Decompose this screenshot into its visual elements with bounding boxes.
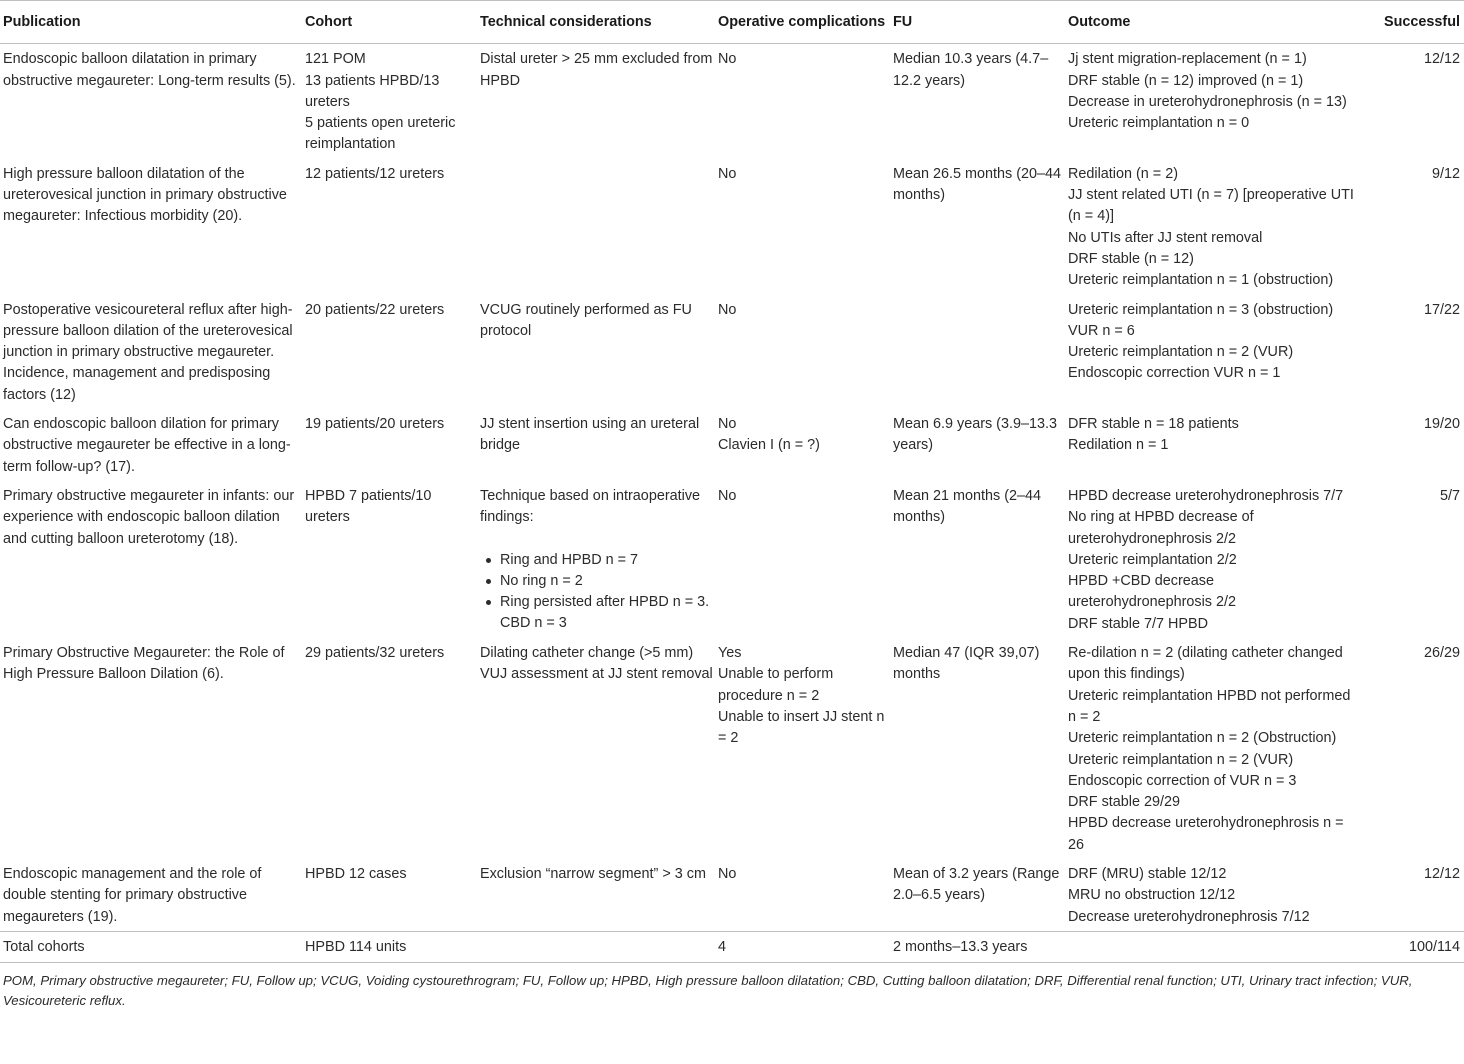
table-row: [0, 859, 1464, 931]
operative-line: No: [718, 165, 737, 182]
operative-cell: [716, 481, 891, 638]
technical-line: Technique based on intraoperative findings:: [480, 487, 705, 526]
header-publication: Publication: [0, 1, 303, 44]
publication-cell: Can endoscopic balloon dilation for primary obstructive megaureter be effective in a long-term follow-up? (17).: [3, 416, 291, 475]
outcome-line: HPBD decrease ureterohydronephrosis 7/7: [1068, 487, 1344, 504]
outcome-line: DRF stable 7/7 HPBD: [1068, 615, 1208, 632]
total-cohort-cell: HPBD 114 units: [303, 931, 478, 962]
cohort-line: HPBD 7 patients/10 ureters: [305, 487, 436, 526]
outcome-line: Ureteric reimplantation n = 2 (VUR): [1068, 751, 1294, 768]
list-spacer: [480, 529, 716, 550]
cohort-cell: [303, 295, 478, 409]
total-publication-cell: Total cohorts: [0, 931, 303, 962]
header-successful: Successful: [1358, 1, 1464, 44]
total-fu-cell: 2 months–13.3 years: [891, 931, 1066, 962]
cohort-cell: [303, 409, 478, 481]
cohort-cell: [303, 859, 478, 931]
outcome-line: Ureteric reimplantation n = 1 (obstruction): [1068, 272, 1334, 289]
outcome-cell: [1066, 638, 1358, 859]
publication-cell: High pressure balloon dilatation of the ureterovesical junction in primary obstructive megaureter: Infectious morbidity (20).: [3, 165, 287, 225]
outcome-line: Endoscopic correction of VUR n = 3: [1068, 772, 1297, 789]
outcome-line: Re-dilation n = 2 (dilating catheter changed upon this findings): [1068, 645, 1347, 683]
publication-cell: Postoperative vesicoureteral reflux after high-pressure balloon dilation of the ureterovesical junction in primary obstructive megaureter. Incidence, management and predisposing factors (12): [3, 301, 293, 403]
list-item: No ring n = 2: [500, 571, 716, 592]
fu-cell: [891, 481, 1066, 638]
operative-line: Clavien I (n = ?): [718, 437, 820, 454]
cohort-cell: [303, 638, 478, 859]
outcome-cell: [1066, 159, 1358, 295]
table-row: [0, 44, 1464, 159]
fu-line: Mean 26.5 months (20–44 months): [893, 165, 1066, 204]
list-item: Ring persisted after HPBD n = 3. CBD n = 3: [500, 592, 716, 635]
technical-cell: [478, 295, 716, 409]
cohort-line: 5 patients open ureteric reimplantation: [305, 115, 460, 153]
operative-line: No: [718, 416, 737, 433]
publication-cell: Primary obstructive megaureter in infants: our experience with endoscopic balloon dilation and cutting balloon ureterotomy (18).: [3, 487, 295, 547]
fu-cell: [891, 859, 1066, 931]
outcome-line: Decrease in ureterohydronephrosis (n = 13): [1068, 93, 1347, 110]
successful-cell: 19/20: [1423, 416, 1460, 433]
cohort-line: 12 patients/12 ureters: [305, 165, 445, 182]
outcome-line: JJ stent related UTI (n = 7) [preoperative UTI (n = 4)]: [1068, 187, 1358, 225]
fu-line: Mean 6.9 years (3.9–13.3 years): [893, 416, 1061, 454]
outcome-line: Endoscopic correction VUR n = 1: [1068, 365, 1281, 382]
operative-cell: [716, 44, 891, 159]
outcome-line: No UTIs after JJ stent removal: [1068, 229, 1263, 246]
technical-cell: [478, 159, 716, 295]
header-cohort: Cohort: [303, 1, 478, 44]
fu-cell: [891, 295, 1066, 409]
outcome-cell: [1066, 44, 1358, 159]
header-technical: Technical considerations: [478, 1, 716, 44]
header-operative: Operative complications: [716, 1, 891, 44]
successful-cell: 17/22: [1423, 301, 1460, 318]
operative-line: Unable to insert JJ stent n = 2: [718, 708, 889, 747]
outcome-line: DRF stable 29/29: [1068, 794, 1180, 811]
publication-cell: Endoscopic balloon dilatation in primary obstructive megaureter: Long-term results (5).: [3, 51, 296, 89]
cohort-line: 29 patients/32 ureters: [305, 645, 445, 662]
total-operative-cell: 4: [716, 931, 891, 962]
table-row: [0, 159, 1464, 295]
technique-list: [480, 550, 716, 635]
outcome-line: Ureteric reimplantation n = 2 (VUR): [1068, 344, 1294, 361]
operative-cell: [716, 295, 891, 409]
outcome-line: HPBD +CBD decrease ureterohydronephrosis 2/2: [1068, 573, 1236, 611]
outcome-line: DRF stable (n = 12): [1068, 250, 1194, 267]
outcome-cell: [1066, 481, 1358, 638]
fu-cell: [891, 638, 1066, 859]
outcome-line: Ureteric reimplantation n = 0: [1068, 115, 1250, 132]
cohort-cell: [303, 44, 478, 159]
technical-line: VUJ assessment at JJ stent removal: [480, 666, 713, 683]
outcome-line: VUR n = 6: [1068, 322, 1135, 339]
cohort-line: 19 patients/20 ureters: [305, 416, 445, 433]
cohort-line: HPBD 12 cases: [305, 865, 407, 882]
fu-cell: [891, 409, 1066, 481]
cohort-cell: [303, 481, 478, 638]
header-fu: FU: [891, 1, 1066, 44]
technical-line: JJ stent insertion using an ureteral bridge: [480, 416, 704, 454]
outcome-cell: [1066, 409, 1358, 481]
operative-line: No: [718, 487, 737, 504]
successful-cell: 12/12: [1423, 865, 1460, 882]
cohort-line: 13 patients HPBD/13 ureters: [305, 72, 444, 110]
outcome-line: Jj stent migration-replacement (n = 1): [1068, 51, 1307, 68]
operative-line: Yes: [718, 645, 742, 662]
table-row: [0, 481, 1464, 638]
table-header-row: [0, 1, 1464, 44]
list-item: Ring and HPBD n = 7: [500, 550, 716, 571]
outcome-line: MRU no obstruction 12/12: [1068, 887, 1236, 904]
successful-cell: 12/12: [1423, 51, 1460, 68]
publication-cell: Primary Obstructive Megaureter: the Role of High Pressure Balloon Dilation (6).: [3, 645, 285, 683]
fu-line: Mean 21 months (2–44 months): [893, 487, 1045, 526]
outcome-cell: [1066, 295, 1358, 409]
header-outcome: Outcome: [1066, 1, 1358, 44]
outcome-line: Ureteric reimplantation HPBD not performed n = 2: [1068, 687, 1355, 725]
outcome-line: HPBD decrease ureterohydronephrosis n = 26: [1068, 815, 1348, 853]
operative-line: No: [718, 301, 737, 318]
total-successful-cell: 100/114: [1358, 931, 1464, 962]
outcome-line: Decrease ureterohydronephrosis 7/12: [1068, 908, 1310, 925]
technical-cell: [478, 859, 716, 931]
fu-cell: [891, 159, 1066, 295]
operative-line: Unable to perform procedure n = 2: [718, 666, 838, 704]
outcome-line: DFR stable n = 18 patients: [1068, 416, 1239, 433]
outcome-line: Ureteric reimplantation n = 2 (Obstruction): [1068, 730, 1337, 747]
successful-cell: 9/12: [1431, 165, 1460, 182]
publication-cell: Endoscopic management and the role of double stenting for primary obstructive megaureters (19).: [3, 865, 262, 925]
fu-line: Median 47 (IQR 39,07) months: [893, 645, 1044, 683]
outcome-line: DRF stable (n = 12) improved (n = 1): [1068, 72, 1304, 89]
technical-cell: [478, 409, 716, 481]
fu-line: Mean of 3.2 years (Range 2.0–6.5 years): [893, 865, 1064, 904]
technical-line: Dilating catheter change (>5 mm): [480, 645, 694, 662]
table-row: [0, 409, 1464, 481]
operative-cell: [716, 859, 891, 931]
successful-cell: 5/7: [1439, 487, 1460, 504]
cohort-cell: [303, 159, 478, 295]
total-outcome-cell: [1066, 931, 1358, 962]
successful-cell: 26/29: [1423, 645, 1460, 662]
outcome-line: Ureteric reimplantation n = 3 (obstruction): [1068, 301, 1334, 318]
table-row: [0, 295, 1464, 409]
total-row: [0, 931, 1464, 962]
cohort-line: 121 POM: [305, 51, 366, 68]
outcome-line: No ring at HPBD decrease of ureterohydronephrosis 2/2: [1068, 509, 1258, 547]
operative-cell: [716, 638, 891, 859]
technical-cell: [478, 481, 716, 638]
cohort-line: 20 patients/22 ureters: [305, 301, 445, 318]
table-row: [0, 638, 1464, 859]
operative-cell: [716, 409, 891, 481]
technical-cell: [478, 638, 716, 859]
outcome-line: Redilation (n = 2): [1068, 165, 1178, 182]
fu-cell: [891, 44, 1066, 159]
operative-cell: [716, 159, 891, 295]
outcome-line: Redilation n = 1: [1068, 437, 1169, 454]
outcome-cell: [1066, 859, 1358, 931]
technical-cell: [478, 44, 716, 159]
operative-line: No: [718, 865, 737, 882]
outcome-line: DRF (MRU) stable 12/12: [1068, 865, 1227, 882]
table-footnote: POM, Primary obstructive megaureter; FU, Follow up; VCUG, Voiding cystourethrogram; FU, Follow up; HPBD, High pressure balloon dilatation; CBD, Cutting balloon dilatation; DRF, Differential renal function; UTI, Urinary tract infection; VUR, Vesicoureteric reflux.: [3, 973, 1413, 1009]
technical-line: VCUG routinely performed as FU protocol: [480, 301, 696, 339]
operative-line: No: [718, 51, 737, 68]
total-technical-cell: [478, 931, 716, 962]
outcome-line: Ureteric reimplantation 2/2: [1068, 551, 1237, 568]
technical-line: Exclusion “narrow segment” > 3 cm: [480, 865, 706, 882]
technical-line: Distal ureter > 25 mm excluded from HPBD: [480, 51, 717, 89]
fu-line: Median 10.3 years (4.7–12.2 years): [893, 51, 1049, 89]
